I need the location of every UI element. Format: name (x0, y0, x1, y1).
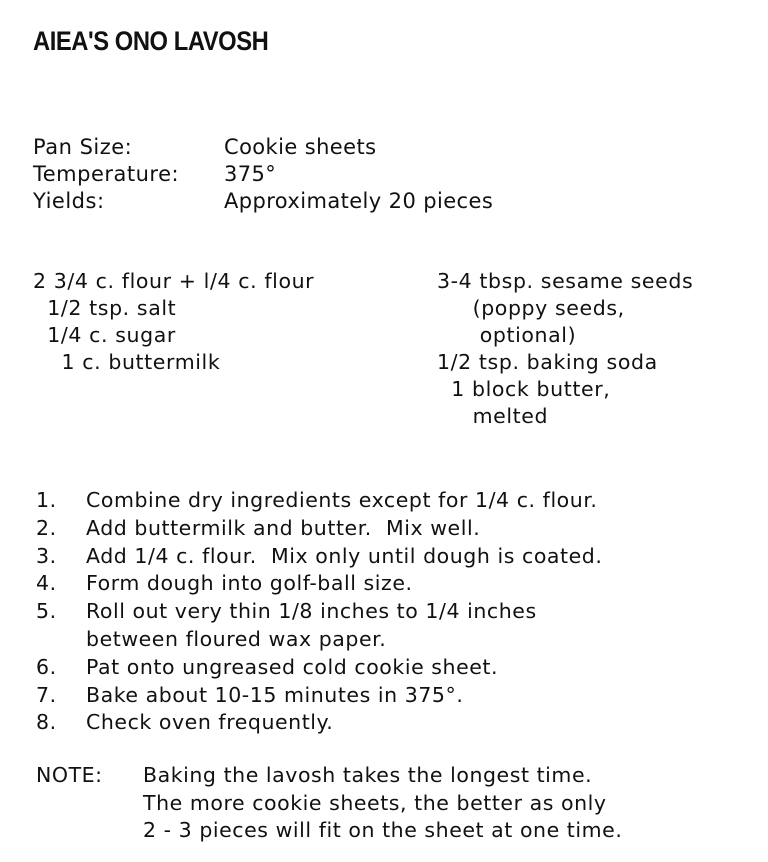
info-row-pan-size (33, 134, 493, 161)
temperature-label: Temperature: (33, 162, 180, 186)
ingredient-item (33, 268, 314, 295)
step-text: between floured wax paper. (86, 626, 387, 651)
step-number: 7. (36, 682, 57, 707)
ingredient-name: tsp. baking soda (471, 350, 658, 374)
step-number: 3. (36, 543, 57, 568)
ingredient-name: melted (458, 404, 549, 428)
ingredient-quantity: 1 (437, 377, 465, 401)
ingredient-item (33, 349, 314, 376)
instructions-list (36, 487, 602, 737)
ingredient-item (437, 268, 693, 295)
info-row-temperature (33, 161, 493, 188)
pan-size-label: Pan Size: (33, 135, 133, 159)
ingredient-quantity: 2 3/4 (33, 269, 89, 293)
ingredient-name: optional) (458, 323, 577, 347)
note-text: The more cookie sheets, the better as only (143, 790, 607, 815)
instruction-step (36, 598, 602, 626)
ingredient-item (33, 295, 314, 322)
note-line (36, 790, 622, 818)
step-text: Bake about 10-15 minutes in 375°. (86, 682, 464, 707)
ingredient-name: c. sugar (82, 323, 176, 347)
step-text: Roll out very thin 1/8 inches to 1/4 inches (86, 599, 537, 624)
note-text: Baking the lavosh takes the longest time. (143, 763, 593, 787)
recipe-note (36, 762, 622, 845)
ingredient-item (437, 322, 693, 349)
note-line (36, 762, 622, 790)
step-text: Form dough into golf-ball size. (86, 571, 413, 596)
info-row-yields (33, 188, 493, 215)
instruction-step (36, 709, 602, 737)
ingredient-quantity (437, 403, 458, 430)
ingredient-name: (poppy seeds, (458, 296, 625, 320)
step-number: 1. (36, 488, 57, 512)
note-line (36, 817, 622, 845)
ingredient-quantity: 3-4 (437, 269, 473, 293)
ingredient-item (437, 349, 693, 376)
ingredient-quantity: 1/4 (33, 323, 83, 347)
instruction-step (36, 543, 602, 571)
ingredient-quantity: 1/2 (437, 350, 472, 374)
ingredients-left-column (33, 268, 314, 376)
step-text: Add 1/4 c. flour. Mix only until dough is coated. (86, 543, 603, 568)
ingredient-name: tsp. salt (82, 296, 177, 320)
note-text: 2 - 3 pieces will fit on the sheet at one time. (143, 818, 623, 842)
step-number: 4. (36, 571, 57, 596)
ingredient-item (437, 295, 693, 322)
ingredient-quantity (437, 322, 458, 349)
pan-size-value: Cookie sheets (224, 135, 377, 159)
ingredient-item (437, 403, 693, 430)
step-text: Pat onto ungreased cold cookie sheet. (86, 654, 499, 679)
ingredients-right-column (437, 268, 693, 430)
ingredient-item (437, 376, 693, 403)
recipe-info (33, 134, 493, 215)
step-text: Add buttermilk and butter. Mix well. (86, 515, 481, 540)
note-label: NOTE: (36, 763, 103, 787)
step-number (36, 626, 86, 654)
step-text: Combine dry ingredients except for 1/4 c. flour. (86, 488, 598, 512)
instruction-step-continuation (36, 626, 602, 654)
ingredient-name: block butter, (464, 377, 611, 401)
step-number: 2. (36, 515, 57, 540)
ingredient-quantity (437, 295, 458, 322)
ingredient-quantity: 1/2 (33, 296, 83, 320)
step-number: 8. (36, 710, 57, 735)
yields-value: Approximately 20 pieces (224, 189, 494, 213)
ingredient-name: tbsp. sesame seeds (472, 269, 694, 293)
instruction-step (36, 515, 602, 543)
ingredient-quantity: 1 (33, 350, 76, 374)
instruction-step (36, 682, 602, 710)
ingredient-name: c. flour + l/4 c. flour (88, 269, 315, 293)
recipe-title: AIEA'S ONO LAVOSH (33, 26, 269, 56)
instruction-step (36, 654, 602, 682)
step-text: Check oven frequently. (86, 710, 334, 735)
step-number: 6. (36, 654, 57, 679)
instruction-step (36, 487, 602, 515)
yields-label: Yields: (33, 189, 105, 213)
ingredient-name: c. buttermilk (75, 350, 221, 374)
ingredient-item (33, 322, 314, 349)
step-number: 5. (36, 599, 57, 624)
instruction-step (36, 570, 602, 598)
temperature-value: 375° (224, 162, 277, 186)
